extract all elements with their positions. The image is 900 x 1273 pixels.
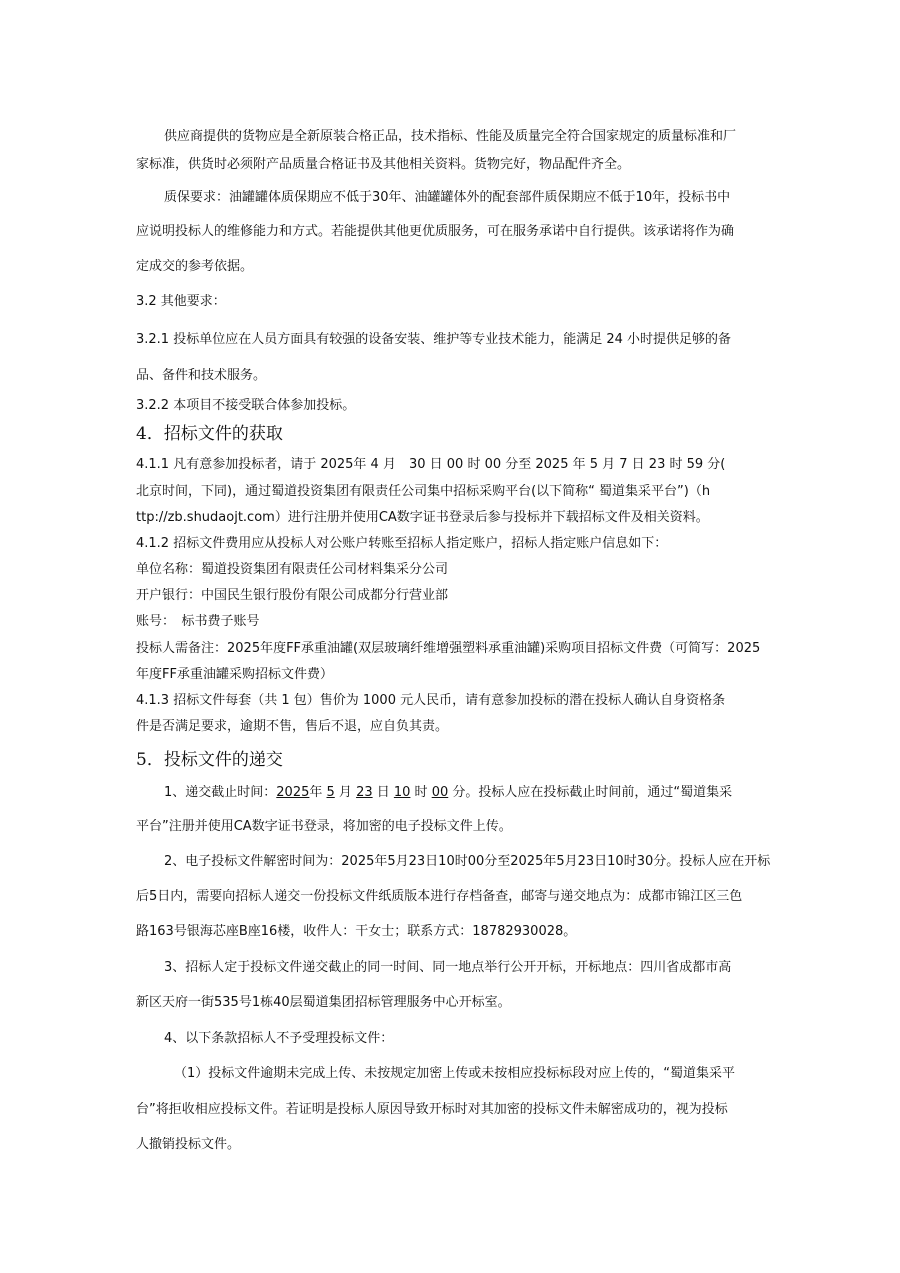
paragraph-line: 台”将拒收相应投标文件。若证明是投标人原因导致开标时对其加密的投标文件未解密成功的，视为投标 [136, 1102, 728, 1117]
paragraph-line: 北京时间，下同)，通过蜀道投资集团有限责任公司集中招标采购平台(以下简称“ 蜀道集采平台”)（h [136, 484, 711, 499]
paragraph-line: ttp://zb.shudaojt.com）进行注册并使用CA数字证书登录后参与投标并下载招标文件及相关资料。 [136, 510, 709, 525]
deadline-day: 23 [356, 785, 373, 800]
paragraph-line: 4、以下条款招标人不予受理投标文件： [164, 1031, 394, 1046]
paragraph-line: 路163号银海芯座B座16楼，收件人：干女士；联系方式：18782930028。 [136, 924, 577, 939]
paragraph-line: 年度FF承重油罐采购招标文件费） [136, 667, 333, 682]
paragraph-line: 3.2.2 本项目不接受联合体参加投标。 [136, 398, 356, 413]
subsection-title: 3.2 其他要求： [136, 294, 226, 309]
deadline-minute: 00 [431, 785, 449, 800]
paragraph-line: 投标人需备注：2025年度FF承重油罐(双层玻璃纤维增强塑料承重油罐)采购项目招标文件费（可简写：2025 [136, 641, 761, 656]
paragraph-line: 人撤销投标文件。 [136, 1137, 241, 1152]
account-number: 账号： 标书费子账号 [136, 614, 260, 629]
paragraph-line: 质保要求：油罐罐体质保期应不低于30年、油罐罐体外的配套部件质保期应不低于10年，投标书中 [164, 190, 731, 205]
paragraph-line: 新区天府一街535号1栋40层蜀道集团招标管理服务中心开标室。 [136, 995, 511, 1010]
paragraph-line: 4.1.3 招标文件每套（共 1 包）售价为 1000 元人民币，请有意参加投标的潜在投标人确认自身资格条 [136, 693, 726, 708]
section-heading: 5．投标文件的递交 [136, 750, 283, 770]
paragraph-line: （1）投标文件逾期未完成上传、未按规定加密上传或未按相应投标标段对应上传的，“蜀道集采平 [174, 1066, 736, 1081]
paragraph-line: 1、递交截止时间：2025年 5 月 23 日 10 时 00 分。投标人应在投标截止时间前，通过“蜀道集采 [164, 785, 733, 800]
paragraph-line: 品、备件和技术服务。 [136, 368, 267, 383]
deadline-month: 5 [326, 785, 335, 800]
paragraph-line: 应说明投标人的维修能力和方式。若能提供其他更优质服务，可在服务承诺中自行提供。该承诺将作为确 [136, 224, 735, 239]
account-unit: 单位名称：蜀道投资集团有限责任公司材料集采分公司 [136, 562, 449, 577]
paragraph-line: 家标准，供货时必须附产品质量合格证书及其他相关资料。货物完好，物品配件齐全。 [136, 157, 631, 172]
paragraph-line: 后5日内，需要向招标人递交一份投标文件纸质版本进行存档备查，邮寄与递交地点为：成都市锦江区三色 [136, 889, 743, 904]
paragraph-line: 供应商提供的货物应是全新原装合格正品，技术指标、性能及质量完全符合国家规定的质量标准和厂 [164, 129, 737, 144]
paragraph-line: 2、电子投标文件解密时间为：2025年5月23日10时00分至2025年5月23日10时30分。投标人应在开标 [164, 854, 771, 869]
section-heading: 4．招标文件的获取 [136, 424, 283, 444]
paragraph-line: 3.2.1 投标单位应在人员方面具有较强的设备安装、维护等专业技术能力，能满足 24 小时提供足够的备 [136, 332, 732, 347]
account-bank: 开户银行：中国民生银行股份有限公司成都分行营业部 [136, 588, 449, 603]
paragraph-line: 件是否满足要求，逾期不售，售后不退，应自负其责。 [136, 719, 449, 734]
paragraph-line: 4.1.2 招标文件费用应从投标人对公账户转账至招标人指定账户，招标人指定账户信息如下： [136, 536, 668, 551]
paragraph-line: 4.1.1 凡有意参加投标者，请于 2025年 4 月 30 日 00 时 00 分至 2025 年 5 月 7 日 23 时 59 分( [136, 457, 726, 472]
paragraph-line: 定成交的参考依据。 [136, 259, 254, 274]
paragraph-line: 平台”注册并使用CA数字证书登录，将加密的电子投标文件上传。 [136, 819, 512, 834]
deadline-year: 2025 [276, 785, 310, 800]
deadline-hour: 10 [393, 785, 411, 800]
paragraph-line: 3、招标人定于投标文件递交截止的同一时间、同一地点举行公开开标，开标地点：四川省成都市高 [164, 960, 732, 975]
